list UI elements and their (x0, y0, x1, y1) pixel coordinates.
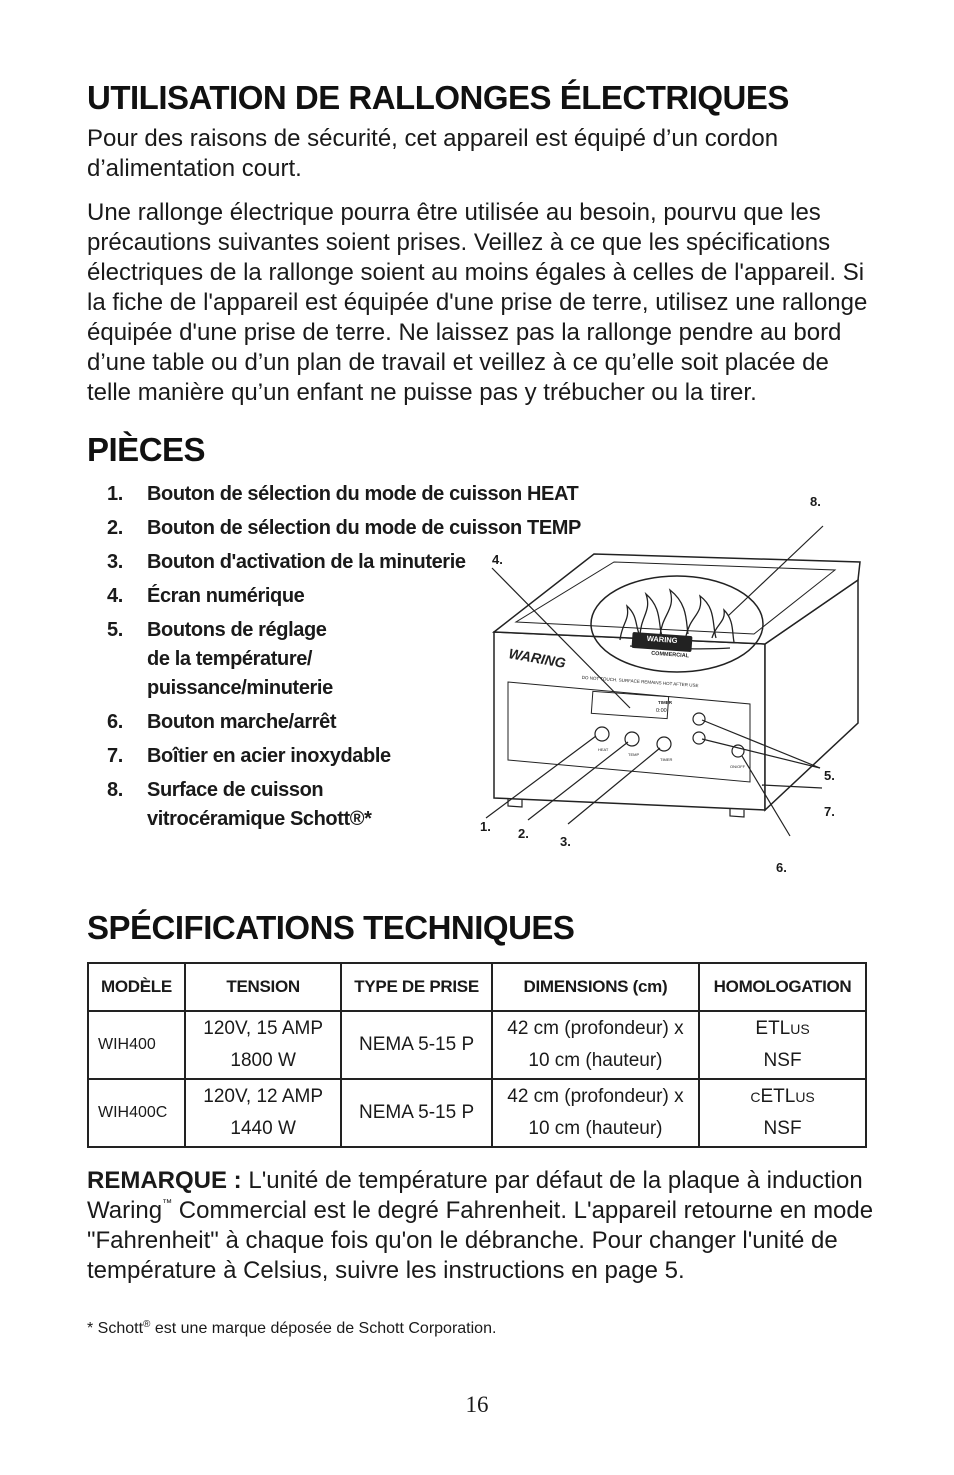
certification-line-2: NSF (763, 1050, 802, 1071)
cell-model: WIH400 (88, 1011, 185, 1079)
item-text: Bouton marche/arrêt (147, 711, 337, 733)
item-text: Bouton d'activation de la minuterie (147, 551, 466, 573)
note-text-b: Commercial est le degré Fahrenheit. L'appareil retourne en mode "Fahrenheit" à chaque fois qu'on le débranche. Pour changer l'unité de température à Celsius, suivre les instructions en page 5. (87, 1197, 874, 1284)
cert-suffix: US (795, 1089, 815, 1105)
footnote-text-b: est une marque déposée de Schott Corporation. (150, 1320, 497, 1337)
callout-8: 8. (810, 494, 821, 509)
callout-2: 2. (518, 826, 529, 841)
item-number: 3. (107, 551, 123, 573)
cell-dimensions (492, 1079, 699, 1147)
item-text: Surface de cuisson vitrocéramique Schott®* (147, 779, 372, 830)
up-button (693, 713, 705, 725)
item-text: Bouton de sélection du mode de cuisson HEAT (147, 483, 579, 505)
cell-dimensions (492, 1011, 699, 1079)
surface-warning-text: DO NOT TOUCH. SURFACE REMAINS HOT AFTER USE (581, 674, 699, 689)
item-number: 2. (107, 517, 123, 539)
dimensions-line-1: 42 cm (profondeur) x (507, 1018, 684, 1039)
cell-certification (699, 1079, 866, 1147)
section-title-rallonges: UTILISATION DE RALLONGES ÉLECTRIQUES (87, 79, 789, 116)
cell-certification (699, 1011, 866, 1079)
paragraph-extension-cord: Une rallonge électrique pourra être utilisée au besoin, pourvu que les précautions suivantes soient prises. Veillez à ce que les spécifications électriques de la rallonge soient au moins égales à celles de l'appareil. Si la fiche de l'appareil est équipée d'une prise de terre, utilisez une rallonge équipée d'une prise de terre. Ne laissez pas la rallonge pendre au bord d’une table ou d’un plan de travail et veillez à ce qu’elle soit placée de telle manière qu’un enfant ne puisse pas y trébucher ou la tirer. (87, 199, 868, 406)
cell-voltage (185, 1079, 341, 1147)
dimensions-line-2: 10 cm (hauteur) (528, 1118, 663, 1139)
cell-model: WIH400C (88, 1079, 185, 1147)
cert-main: ETL (755, 1018, 791, 1039)
section-title-pieces: PIÈCES (87, 431, 206, 468)
temp-label: TEMP (628, 752, 640, 757)
item-text: Bouton de sélection du mode de cuisson TEMP (147, 517, 581, 539)
temp-button (625, 732, 639, 746)
callout-4: 4. (492, 552, 503, 567)
table-row (88, 1079, 866, 1147)
footnote-text-a: * Schott (87, 1320, 144, 1337)
callout-3: 3. (560, 834, 571, 849)
callout-5: 5. (824, 768, 835, 783)
trademark-symbol: ™ (162, 1198, 173, 1209)
voltage-line-2: 1440 W (230, 1118, 296, 1139)
note-text-a: L'unité de température par défaut de la plaque à induction Waring (87, 1167, 863, 1224)
down-button (693, 732, 705, 744)
specs-table (87, 962, 867, 1148)
note-label: REMARQUE : (87, 1167, 242, 1194)
induction-cooktop-diagram (480, 494, 880, 898)
foot-right (730, 809, 744, 817)
front-brand-text: WARING (507, 645, 567, 671)
item-text: Boîtier en acier inoxydable (147, 745, 391, 767)
callout-6: 6. (776, 860, 787, 875)
surface-logo-subtext: COMMERCIAL (650, 650, 690, 660)
heat-button (595, 727, 609, 741)
cert-main: ETL (760, 1086, 796, 1107)
item-number: 7. (107, 745, 123, 767)
manual-page (87, 78, 877, 1354)
header-model: MODÈLE (88, 963, 185, 1011)
item-number: 6. (107, 711, 123, 733)
dimensions-line-1: 42 cm (profondeur) x (507, 1086, 684, 1107)
item-number: 5. (107, 619, 123, 641)
paragraph-short-cord: Pour des raisons de sécurité, cet appareil est équipé d’un cordon d’alimentation court. (87, 125, 779, 182)
onoff-label: ON/OFF (730, 764, 746, 769)
callout-7: 7. (824, 804, 835, 819)
registered-symbol: ® (143, 1319, 151, 1330)
dimensions-line-2: 10 cm (hauteur) (528, 1050, 663, 1071)
timer-value: 0:00 (656, 708, 667, 714)
table-header-row (88, 963, 866, 1011)
certification-line-1 (704, 1081, 861, 1113)
heat-label: HEAT (598, 747, 609, 752)
header-voltage: TENSION (185, 963, 341, 1011)
page-number: 16 (465, 1392, 489, 1417)
cell-plug: NEMA 5-15 P (341, 1079, 491, 1147)
cell-plug: NEMA 5-15 P (341, 1011, 491, 1079)
voltage-line-1: 120V, 12 AMP (203, 1086, 324, 1107)
header-plug: TYPE DE PRISE (341, 963, 491, 1011)
certification-line-1 (704, 1013, 861, 1045)
callout-1: 1. (480, 819, 491, 834)
table-row (88, 1011, 866, 1079)
footnote (87, 1320, 877, 1338)
item-number: 1. (107, 483, 123, 505)
cell-voltage (185, 1011, 341, 1079)
timer-label: TIMER (658, 700, 672, 705)
certification-line-2: NSF (763, 1118, 802, 1139)
surface-logo-text: WARING (646, 633, 678, 646)
timer-btn-label: TIMER (660, 757, 673, 762)
voltage-line-2: 1800 W (230, 1050, 296, 1071)
note-paragraph (87, 1166, 877, 1286)
section-title-specs: SPÉCIFICATIONS TECHNIQUES (87, 909, 575, 946)
parts-area (87, 480, 877, 898)
item-number: 8. (107, 779, 123, 801)
header-dimensions: DIMENSIONS (cm) (492, 963, 699, 1011)
item-number: 4. (107, 585, 123, 607)
item-text: Boutons de réglage de la température/ puissance/minuterie (147, 619, 333, 699)
voltage-line-1: 120V, 15 AMP (203, 1018, 324, 1039)
cert-suffix: US (790, 1021, 810, 1037)
item-text: Écran numérique (147, 585, 305, 607)
header-certification: HOMOLOGATION (699, 963, 866, 1011)
cert-prefix: C (750, 1089, 761, 1105)
